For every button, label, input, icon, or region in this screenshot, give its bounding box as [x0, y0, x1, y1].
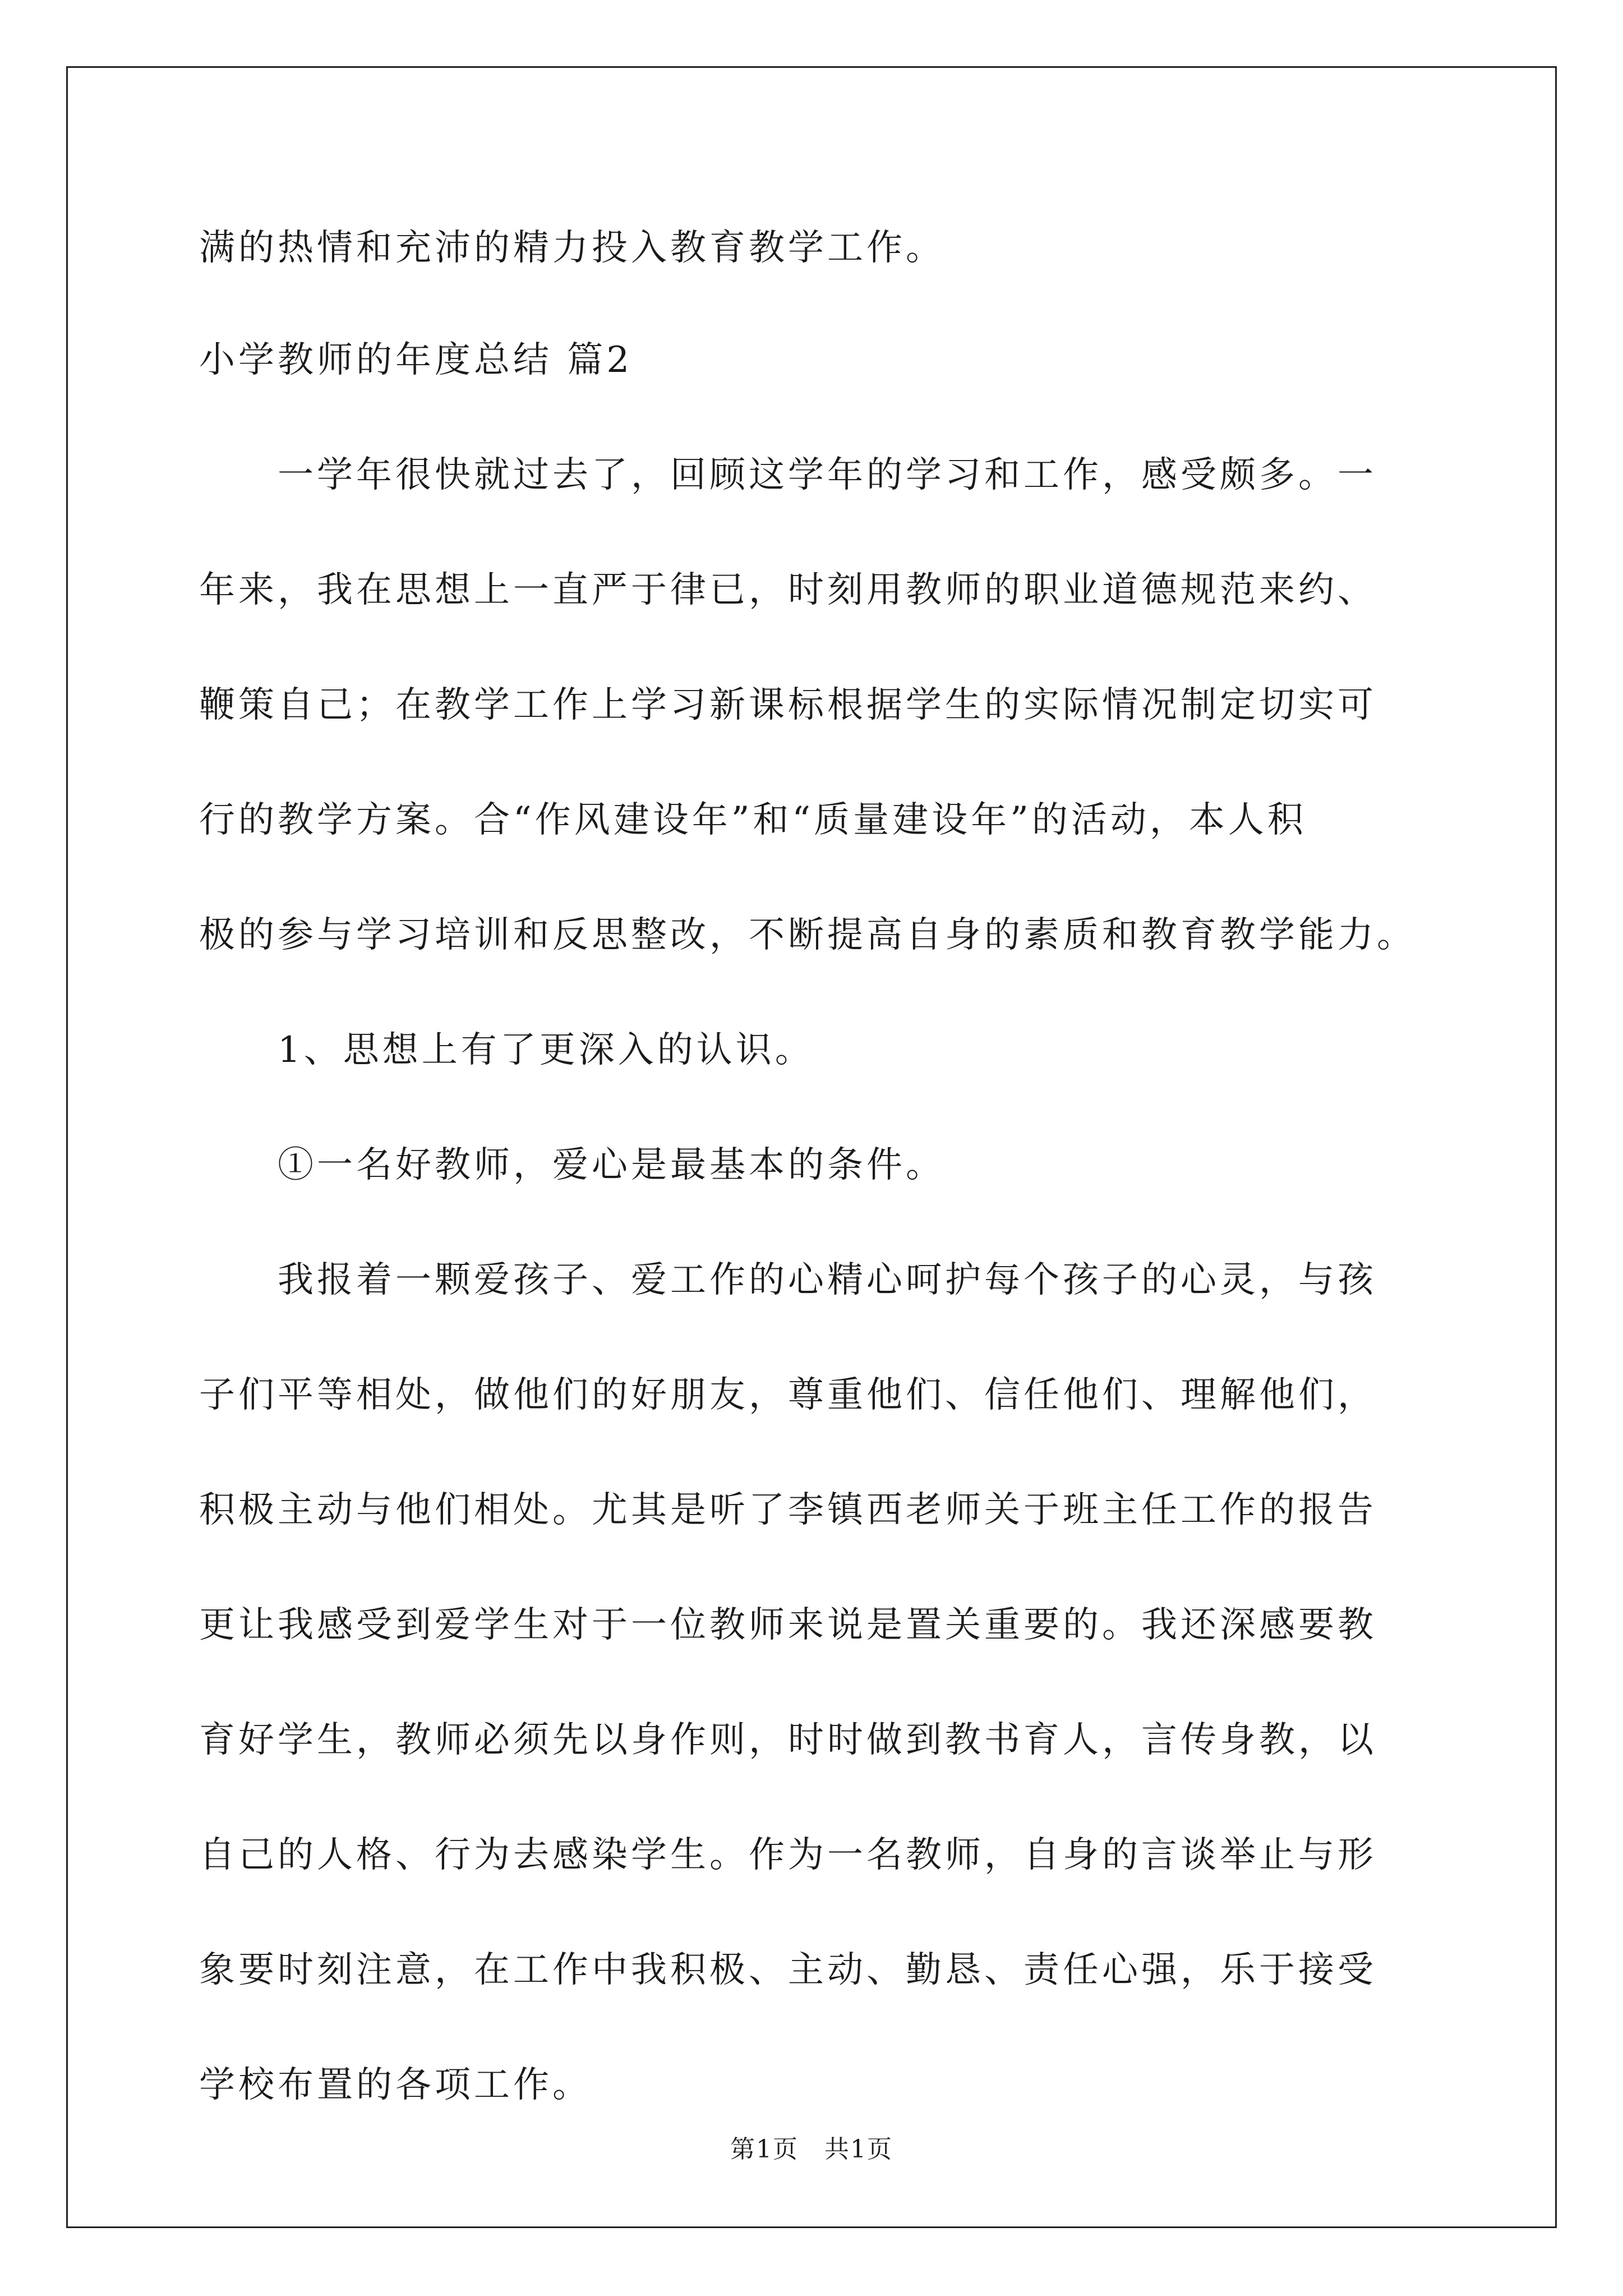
text-line-12: 积极主动与他们相处。尤其是听了李镇西老师关于班主任工作的报告 — [199, 1489, 1377, 1531]
text-line-5: 鞭策自己；在教学工作上学习新课标根据学生的实际情况制定切实可 — [199, 684, 1377, 726]
text-line-17: 学校布置的各项工作。 — [199, 2064, 592, 2106]
text-line-8: 1、思想上有了更深入的认识。 — [199, 1029, 814, 1071]
text-line-10: 我报着一颗爱孩子、爱工作的心精心呵护每个孩子的心灵，与孩 — [199, 1259, 1377, 1301]
text-line-15: 自己的人格、行为去感染学生。作为一名教师，自身的言谈举止与形 — [199, 1834, 1377, 1876]
text-line-4: 年来，我在思想上一直严于律已，时刻用教师的职业道德规范来约、 — [199, 569, 1377, 611]
text-line-7: 极的参与学习培训和反思整改，不断提高自身的素质和教育教学能力。 — [199, 914, 1416, 956]
text-line-11: 子们平等相处，做他们的好朋友，尊重他们、信任他们、理解他们， — [199, 1374, 1377, 1416]
section-heading: 小学教师的年度总结 篇2 — [199, 339, 633, 381]
page-footer: 第1页 共1页 — [730, 2135, 893, 2164]
text-line-3: 一学年很快就过去了，回顾这学年的学习和工作，感受颇多。一 — [199, 454, 1377, 496]
text-line-6: 行的教学方案。合“作风建设年”和“质量建设年”的活动，本人积 — [199, 799, 1307, 841]
text-line-13: 更让我感受到爱学生对于一位教师来说是置关重要的。我还深感要教 — [199, 1604, 1377, 1646]
text-line-16: 象要时刻注意，在工作中我积极、主动、勤恳、责任心强，乐于接受 — [199, 1949, 1377, 1991]
text-line-9: ①一名好教师，爱心是最基本的条件。 — [199, 1144, 945, 1186]
text-line-1: 满的热情和充沛的精力投入教育教学工作。 — [199, 227, 945, 269]
text-line-14: 育好学生，教师必须先以身作则，时时做到教书育人，言传身教，以 — [199, 1719, 1377, 1761]
